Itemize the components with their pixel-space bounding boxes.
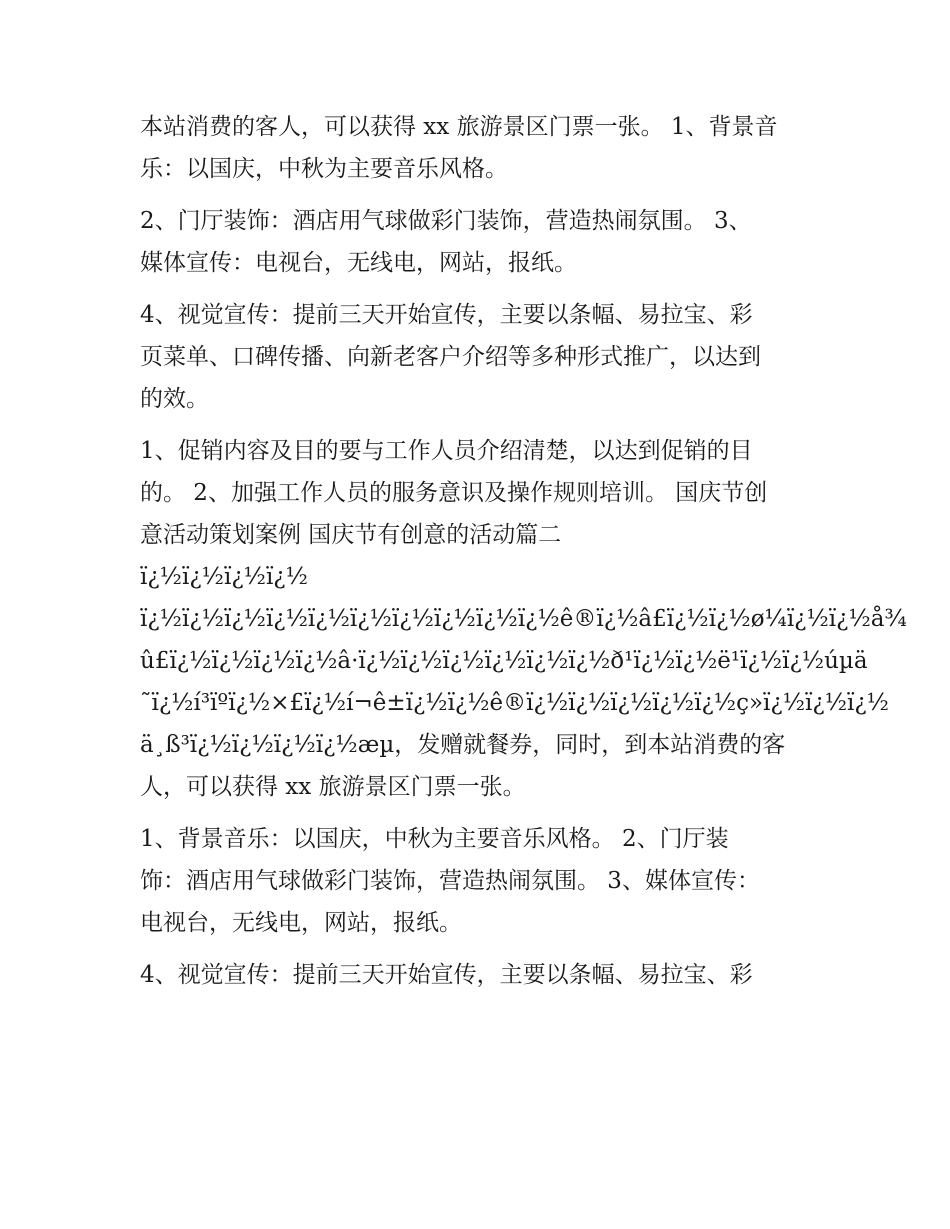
document-body — [140, 106, 907, 996]
text-line-12: ï¿½ï¿½ï¿½ï¿½ï¿½ï¿½ï¿½ï¿½ï¿½ï¿½ê®ï¿½â£ï¿½ï¿½ø¼ï¿½ï¿½å¾ — [140, 606, 907, 632]
paragraph-gap — [140, 808, 830, 818]
text-line-18: 饰：酒店用气球做彩门装饰，营造热闹氛围。 3、媒体宣传： — [140, 868, 760, 894]
text-line-5: 4、视觉宣传：提前三天开始宣传，主要以条幅、易拉宝、彩 — [140, 302, 753, 328]
text-line-13: û£ï¿½ï¿½ï¿½ï¿½â·ï¿½ï¿½ï¿½ï¿½ï¿½ï¿½ð¹ï¿½ï¿½ë¹ï¿½ï¿½úµä — [140, 648, 868, 674]
paragraph-gap — [140, 284, 830, 294]
text-line-11: ï¿½ï¿½ï¿½ï¿½ — [140, 564, 308, 590]
text-line-17: 1、背景音乐：以国庆，中秋为主要音乐风格。 2、门厅装 — [140, 826, 729, 852]
text-line-15: ä¸ß³ï¿½ï¿½ï¿½ï¿½æµ，发赠就餐券，同时，到本站消费的客 — [140, 732, 786, 758]
text-line-14: ˜ï¿½í³ïºï¿½×£ï¿½í¬ê±ï¿½ï¿½ê®ï¿½ï¿½ï¿½ï¿½ï¿½ç»ï¿½ï¿½ï¿½ — [140, 690, 889, 716]
text-line-16: 人，可以获得 xx 旅游景区门票一张。 — [140, 774, 526, 800]
paragraph-gap — [140, 420, 830, 430]
text-line-1: 本站消费的客人，可以获得 xx 旅游景区门票一张。 1、背景音 — [140, 114, 778, 140]
text-line-8: 1、促销内容及目的要与工作人员介绍清楚，以达到促销的目 — [140, 438, 753, 464]
text-line-7: 的效。 — [140, 386, 209, 412]
text-line-19: 电视台，无线电，网站，报纸。 — [140, 910, 462, 936]
text-line-2: 乐：以国庆，中秋为主要音乐风格。 — [140, 156, 508, 182]
text-line-4: 媒体宣传：电视台，无线电，网站，报纸。 — [140, 250, 577, 276]
text-line-10: 意活动策划案例 国庆节有创意的活动篇二 — [140, 522, 562, 548]
text-line-3: 2、门厅装饰：酒店用气球做彩门装饰，营造热闹氛围。 3、 — [140, 208, 752, 234]
paragraph-gap — [140, 944, 830, 954]
text-line-6: 页菜单、口碑传播、向新老客户介绍等多种形式推广，以达到 — [140, 344, 761, 370]
text-line-20: 4、视觉宣传：提前三天开始宣传，主要以条幅、易拉宝、彩 — [140, 962, 753, 988]
paragraph-gap — [140, 190, 830, 200]
text-line-9: 的。 2、加强工作人员的服务意识及操作规则培训。 国庆节创 — [140, 480, 768, 506]
